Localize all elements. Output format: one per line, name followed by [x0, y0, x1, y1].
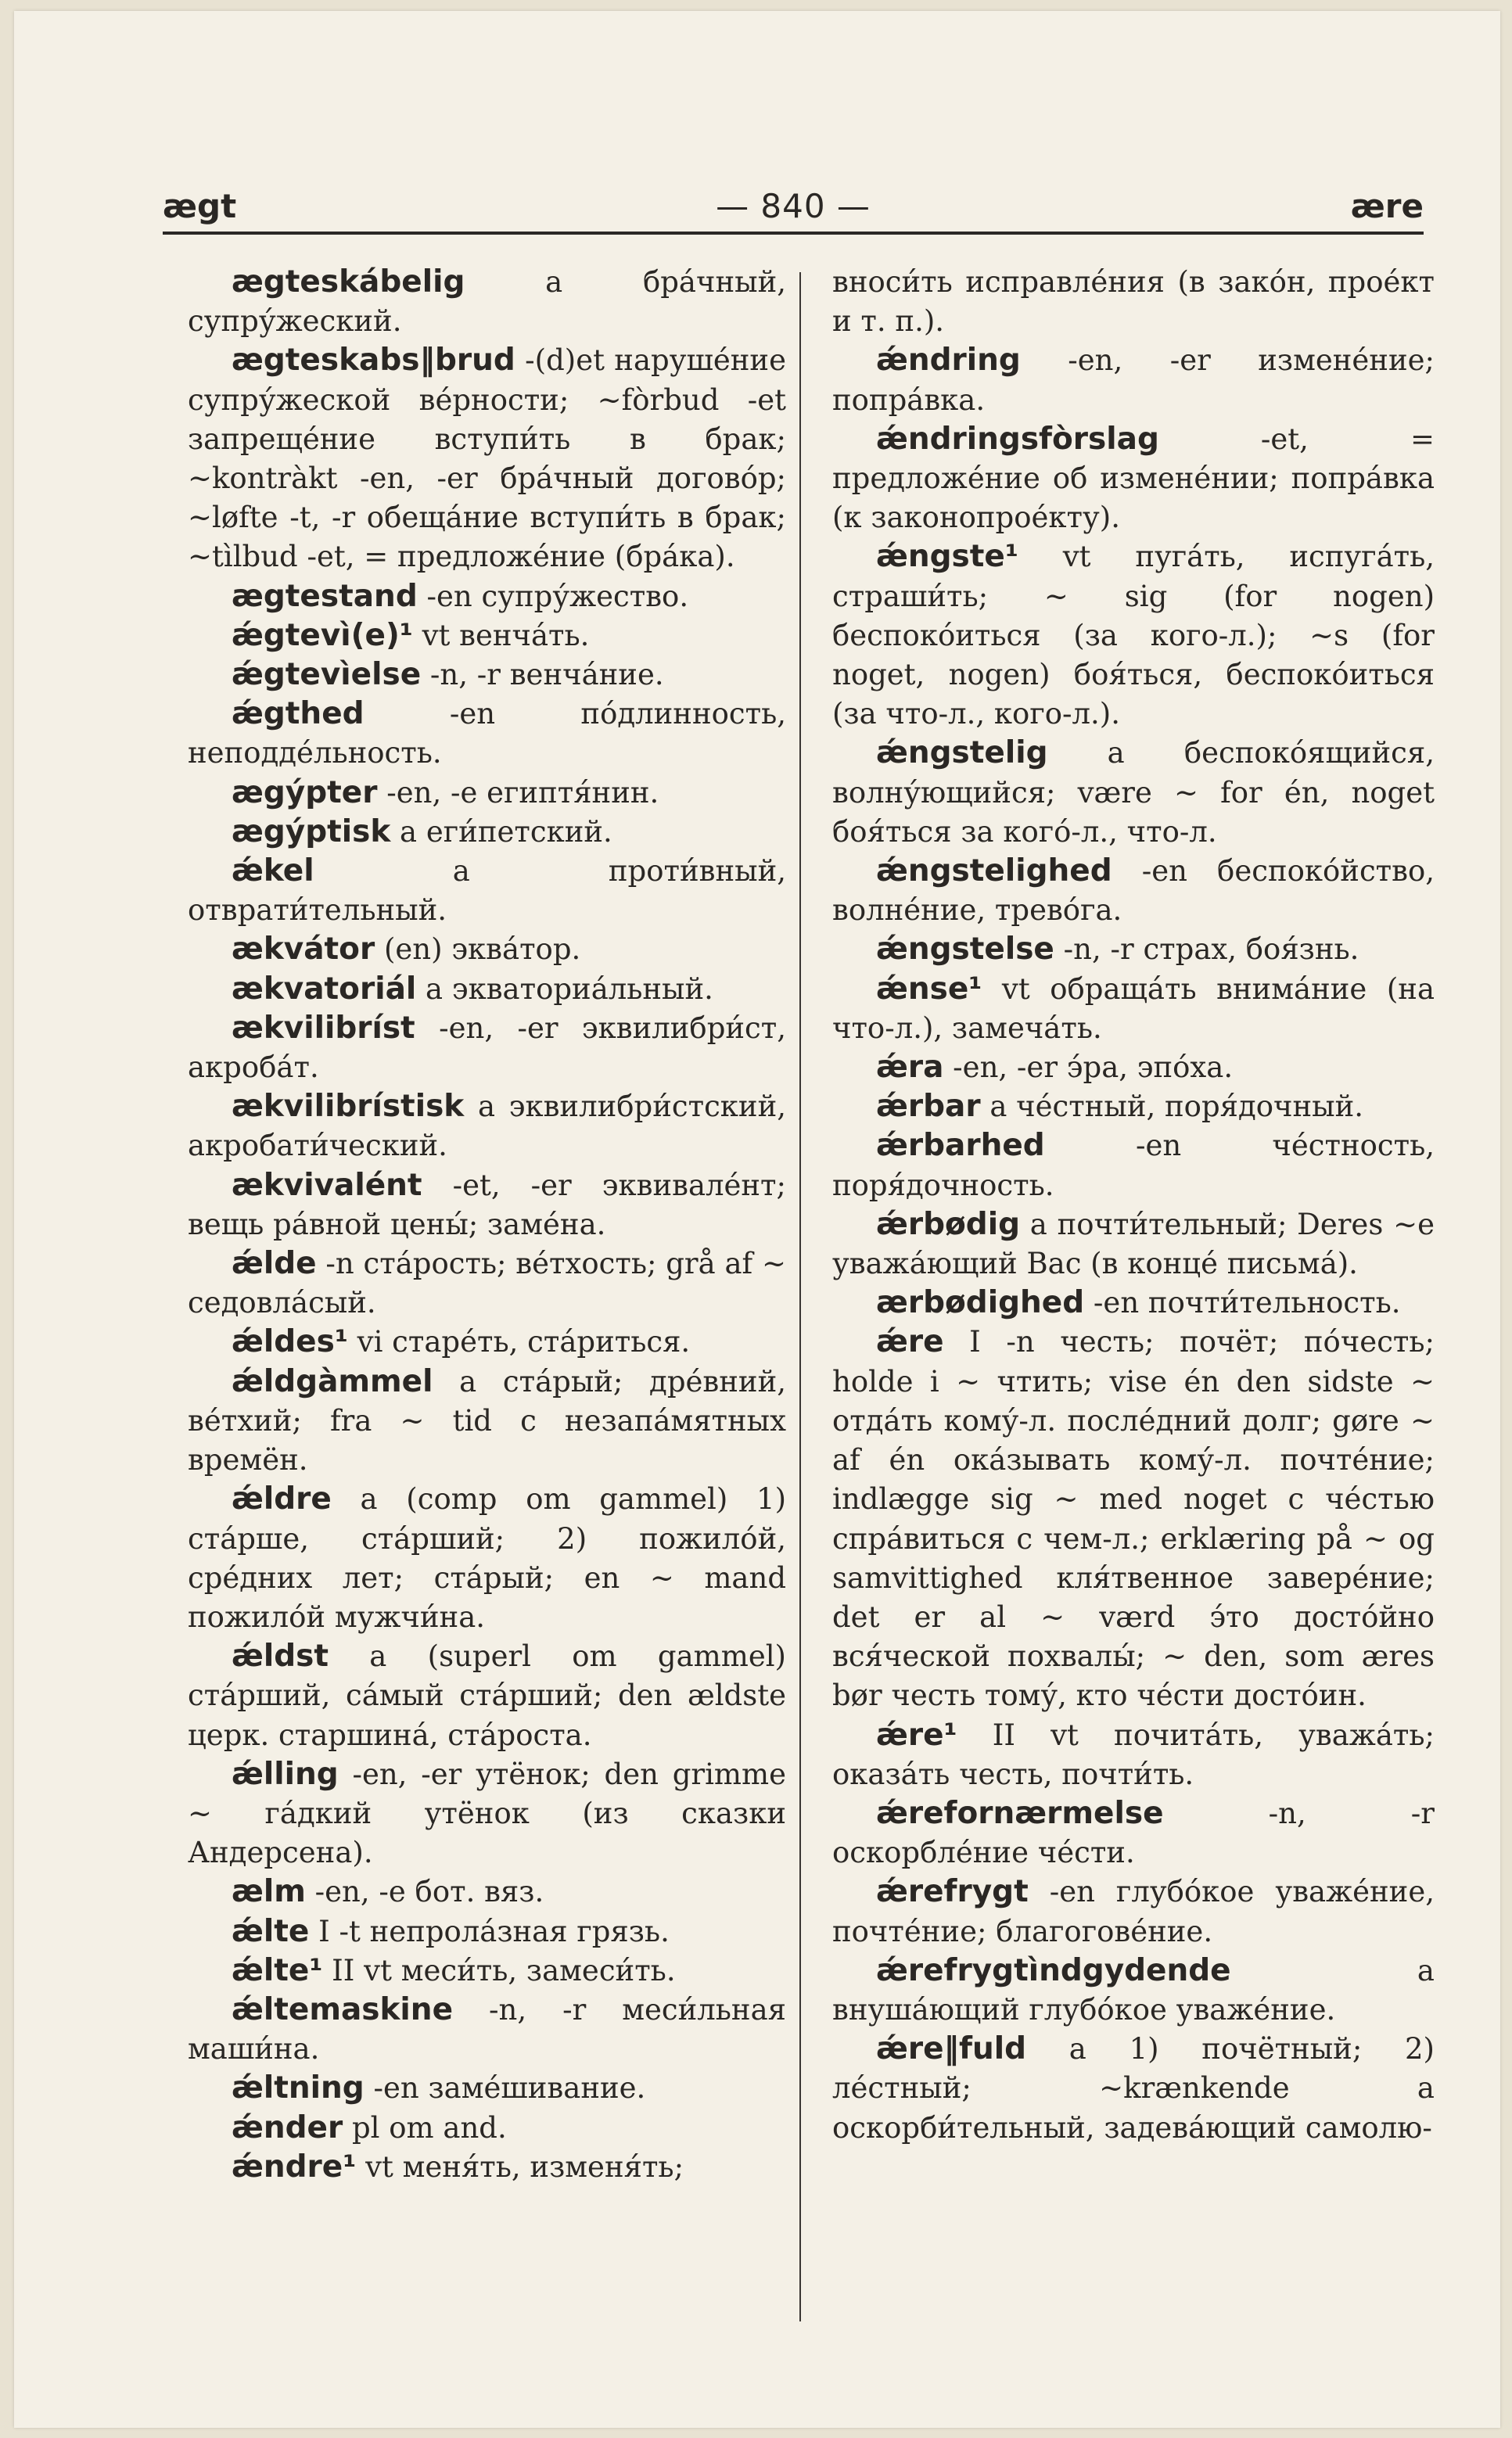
entry-definition: a почти́тельный; Deres ~e уважа́ющий Вас (в конце́ письма́). — [832, 1207, 1435, 1281]
dictionary-entry — [832, 970, 1435, 1048]
entry-definition: -n ста́рость; ве́тхость; grå af ~ седовла́сый. — [188, 1247, 786, 1320]
entry-headword: ǽlte — [232, 1913, 310, 1949]
entry-definition: -en, -e египтя́нин. — [377, 775, 659, 810]
dictionary-entry — [188, 1951, 786, 1991]
dictionary-entry — [832, 1951, 1435, 2030]
entry-headword: ægteskábelig — [232, 264, 465, 300]
entry-definition: a че́стный, поря́дочный. — [980, 1090, 1364, 1124]
entry-headword: ǽndringsfòrslag — [876, 421, 1159, 457]
dictionary-entry — [188, 1323, 786, 1362]
entry-headword: ǽrefrygt — [876, 1874, 1029, 1910]
entry-headword: ǽltning — [232, 2070, 365, 2106]
dictionary-entry — [188, 852, 786, 930]
dictionary-entry — [832, 420, 1435, 538]
entry-headword: ǽre¹ — [876, 1717, 957, 1753]
dictionary-entry — [188, 1244, 786, 1323]
dictionary-entry — [188, 1363, 786, 1481]
entry-definition: I -t непрола́зная грязь. — [309, 1914, 670, 1948]
entry-definition: a еги́петский. — [390, 814, 612, 849]
entry-headword: ǽldgàmmel — [232, 1363, 433, 1399]
entry-definition: a беспоко́ящийся, волну́ющийся; være ~ for én, noget боя́ться за кого́-л., что-л. — [832, 736, 1435, 849]
dictionary-entry — [188, 616, 786, 655]
right-guide-word: ære — [1350, 187, 1424, 225]
entry-definition: -en глубо́кое уваже́ние, почте́ние; благогове́ние. — [832, 1875, 1435, 1948]
entry-headword: ǽldes¹ — [232, 1324, 348, 1360]
entry-definition: I -n честь; почёт; по́честь; holde i ~ чтить; vise én den sidste ~ отда́ть кому́-л. после́дний долг; gøre ~ af én ока́зывать кому́-л. почте́ние; indlægge sig ~ med noget с че́стью спра́виться с чем-л.; erklæring på ~ og samvittighed кля́твенное завере́ние; det er al ~ værd э́то досто́йно вся́ческой похвалы́; ~ den, som æres bør честь тому́, кто че́сти досто́ин. — [832, 1325, 1435, 1713]
dictionary-entry — [832, 1284, 1435, 1323]
entry-headword: ǽlte¹ — [232, 1952, 323, 1988]
left-column — [188, 263, 786, 2187]
dictionary-entry — [832, 263, 1435, 341]
dictionary-entry — [188, 2148, 786, 2187]
entry-headword: ǽgtevìelse — [232, 657, 422, 693]
entry-headword: ǽndring — [876, 343, 1021, 379]
dictionary-entry — [188, 1009, 786, 1087]
dictionary-entry — [832, 2030, 1435, 2148]
entry-headword: ǽldst — [232, 1639, 329, 1675]
entry-definition: vt пуга́ть, испуга́ть, страши́ть; ~ sig (for nogen) беспоко́иться (за кого-л.); ~s (for noget, nogen) боя́ться, беспоко́иться (за что-л., кого-л.). — [832, 540, 1435, 731]
entry-headword: ærbødighed — [876, 1285, 1085, 1321]
entry-definition: -en, -e бот. вяз. — [305, 1875, 544, 1909]
entry-definition: -(d)et наруше́ние супру́жеской ве́рности; ~fòrbud -et запреще́ние вступи́ть в брак; ~kontràkt -en, -er бра́чный догово́р; ~løfte -t, -r обеща́ние вступи́ть в брак; ~tìlbud -et, = предложе́ние (бра́ка). — [188, 343, 786, 574]
entry-definition: -en заме́шивание. — [364, 2071, 646, 2106]
entry-definition: -en че́стность, поря́дочность. — [832, 1129, 1435, 1202]
dictionary-entry — [832, 1794, 1435, 1872]
entry-definition: a 1) почётный; 2) ле́стный; ~krænkende a оскорби́тельный, задева́ющий самолю- — [832, 2032, 1435, 2145]
entry-definition: pl om and. — [343, 2110, 507, 2145]
entry-headword: ækvatoriál — [232, 971, 417, 1007]
entry-definition: -en супру́жество. — [417, 579, 689, 613]
dictionary-entry — [188, 1637, 786, 1755]
entry-definition: -n, -r меси́льная маши́на. — [188, 1992, 786, 2066]
dictionary-entry — [188, 1166, 786, 1244]
dictionary-entry — [832, 341, 1435, 419]
entry-definition: вноси́ть исправле́ния (в зако́н, прое́кт и т. п.). — [832, 265, 1435, 339]
entry-definition: a эквилибри́стский, акробати́ческий. — [188, 1090, 786, 1163]
dictionary-entry — [832, 1716, 1435, 1794]
entry-definition: vi старе́ть, ста́риться. — [347, 1325, 691, 1359]
entry-headword: ǽlde — [232, 1246, 317, 1282]
entry-headword: ælm — [232, 1874, 306, 1910]
dictionary-entry — [832, 1205, 1435, 1284]
dictionary-entry — [188, 341, 786, 576]
entry-definition: a (comp om gammel) 1) ста́рше, ста́рший; 2) пожило́й, сре́дних лет; ста́рый; en ~ mand пожило́й мужчи́на. — [188, 1482, 786, 1634]
entry-headword: ǽltemaskine — [232, 1991, 454, 2027]
dictionary-entry — [188, 1087, 786, 1165]
entry-headword: ǽrefornærmelse — [876, 1795, 1164, 1831]
entry-headword: ǽlling — [232, 1756, 339, 1792]
dictionary-entry — [188, 2109, 786, 2148]
dictionary-entry — [832, 852, 1435, 930]
dictionary-entry — [188, 695, 786, 773]
entry-headword: ækvátor — [232, 932, 375, 968]
entry-headword: ægtestand — [232, 578, 418, 614]
dictionary-entry — [188, 1991, 786, 2069]
entry-headword: ǽldre — [232, 1481, 332, 1517]
entry-headword: ægteskabs‖brud — [232, 343, 515, 379]
column-divider — [799, 272, 801, 2321]
entry-definition: -n, -r страх, боя́знь. — [1054, 932, 1359, 967]
entry-definition: -en, -er измене́ние; попра́вка. — [832, 343, 1435, 417]
entry-definition: a бра́чный, супру́жеский. — [188, 265, 786, 339]
dictionary-entry — [188, 1872, 786, 1912]
entry-headword: ǽnder — [232, 2109, 343, 2145]
entry-headword: ǽrbar — [876, 1089, 981, 1125]
entry-definition: a ста́рый; дре́вний, ве́тхий; fra ~ tid с незапа́мятных времён. — [188, 1364, 786, 1478]
entry-headword: ægýptisk — [232, 813, 391, 849]
entry-headword: ǽnse¹ — [876, 971, 982, 1007]
entry-headword: ǽgthed — [232, 696, 365, 732]
dictionary-entry — [188, 577, 786, 616]
dictionary-entry — [188, 774, 786, 813]
entry-definition: vt венча́ть. — [412, 618, 590, 652]
dictionary-entry — [188, 1755, 786, 1873]
dictionary-entry — [188, 1480, 786, 1637]
dictionary-entry — [832, 1872, 1435, 1951]
dictionary-entry — [188, 1912, 786, 1951]
entry-definition: -en беспоко́йство, волне́ние, трево́га. — [832, 854, 1435, 928]
entry-headword: ǽre — [876, 1324, 944, 1360]
page-number: — 840 — — [716, 187, 871, 225]
dictionary-entry — [832, 537, 1435, 734]
entry-definition: a экваториа́льный. — [416, 971, 713, 1006]
dictionary-entry — [832, 1048, 1435, 1087]
entry-definition: -en почти́тельность. — [1084, 1286, 1401, 1320]
dictionary-entry — [832, 734, 1435, 852]
entry-definition: (en) эква́тор. — [375, 932, 581, 967]
dictionary-entry — [188, 2069, 786, 2108]
entry-headword: ǽngste¹ — [876, 539, 1018, 575]
left-guide-word: ægt — [163, 187, 237, 225]
entry-definition: -et, -er эквивале́нт; вещь ра́вной цены́; заме́на. — [188, 1168, 786, 1241]
dictionary-entry — [188, 813, 786, 852]
entry-headword: ǽra — [876, 1050, 944, 1086]
entry-headword: ǽkel — [232, 853, 314, 889]
entry-headword: ægýpter — [232, 774, 378, 810]
entry-definition: -n, -r венча́ние. — [421, 658, 664, 692]
entry-definition: -et, = предложе́ние об измене́нии; попра́вка (к законопрое́кту). — [832, 422, 1435, 535]
entry-headword: ǽrbarhed — [876, 1128, 1045, 1164]
entry-headword: ækvivalént — [232, 1167, 422, 1203]
dictionary-entry — [832, 1126, 1435, 1205]
entry-definition: a (superl om gammel) ста́рший, са́мый ста́рший; den ældste церк. старшина́, ста́роста. — [188, 1639, 786, 1752]
entry-definition: -en по́длинность, неподде́льность. — [188, 697, 786, 770]
dictionary-entry — [832, 1323, 1435, 1715]
header-rule — [163, 232, 1424, 235]
dictionary-entry — [832, 930, 1435, 969]
dictionary-entry — [188, 263, 786, 341]
right-column — [832, 263, 1435, 2148]
entry-headword: ǽrefrygtìndgydende — [876, 1952, 1231, 1988]
dictionary-entry — [188, 655, 786, 695]
entry-definition: a проти́вный, отврати́тельный. — [188, 854, 786, 928]
entry-definition: -en, -er эквилибри́ст, акроба́т. — [188, 1011, 786, 1085]
entry-headword: ǽngstelighed — [876, 853, 1112, 889]
entry-definition: vt обраща́ть внима́ние (на что-л.), замеча́ть. — [832, 971, 1435, 1045]
entry-headword: ǽgtevì(e)¹ — [232, 617, 413, 653]
entry-headword: ǽngstelse — [876, 932, 1054, 968]
entry-headword: ækvilibríst — [232, 1010, 415, 1046]
entry-headword: ǽrbødig — [876, 1206, 1021, 1242]
dictionary-entry — [832, 1087, 1435, 1126]
entry-definition: -en, -er э́ра, эпо́ха. — [943, 1050, 1234, 1085]
entry-definition: II vt почита́ть, уважа́ть; оказа́ть честь, почти́ть. — [832, 1718, 1435, 1791]
dictionary-entry — [188, 970, 786, 1009]
page-header — [163, 185, 1424, 235]
entry-definition: -en, -er утёнок; den grimme ~ га́дкий утёнок (из сказки Андерсена). — [188, 1757, 786, 1870]
entry-definition: vt меня́ть, изменя́ть; — [356, 2149, 684, 2184]
entry-definition: a внуша́ющий глубо́кое уваже́ние. — [832, 1953, 1435, 2027]
entry-headword: ǽngstelig — [876, 735, 1048, 771]
entry-definition: -n, -r оскорбле́ние че́сти. — [832, 1796, 1435, 1870]
entry-headword: ǽre‖fuld — [876, 2031, 1027, 2067]
entry-definition: II vt меси́ть, замеси́ть. — [322, 1953, 676, 1987]
entry-headword: ækvilibrístisk — [232, 1089, 465, 1125]
dictionary-entry — [188, 930, 786, 969]
entry-headword: ǽndre¹ — [232, 2149, 357, 2185]
